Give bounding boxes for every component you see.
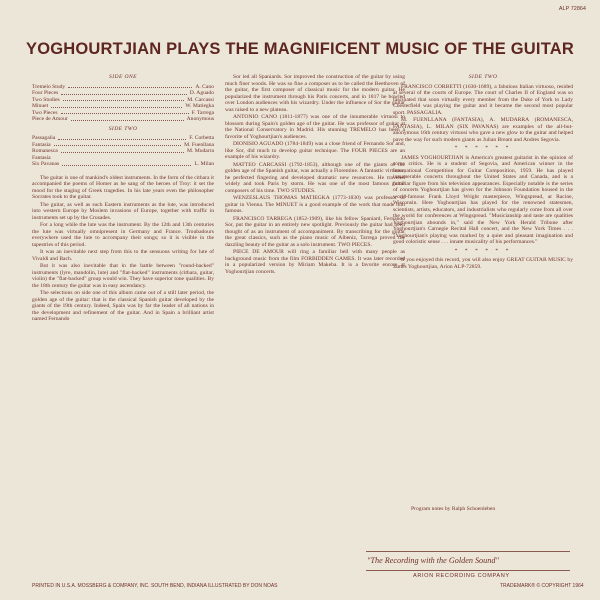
leader-dots <box>61 148 184 153</box>
leader-dots <box>71 116 184 121</box>
composer-name: D. Aguado <box>189 90 214 96</box>
piece-title: Fantasia <box>32 154 51 161</box>
leader-dots <box>51 103 182 108</box>
piece-title: Six Pavanas <box>32 161 60 167</box>
piece-title: Romanesca <box>32 148 58 154</box>
paragraph: DIONISIO AGUADO (1784-1849) was a close friend of Fernando Sor and, like Sor, did much to develop guitar technique. The FOUR PIECES are an example of his wizardry. <box>225 141 405 160</box>
paragraph: The selections on side one of this album came out of a still later period, the golden age of the guitar: that is the classical Spanish guitar developed by the giants of the 19th century. Indeed, Spain was by far the leader of all nations in the development and refinement of the guitar. And in Spain a brilliant artist named Fernando <box>32 290 214 322</box>
paragraph: FRANCISCO TARREGA (1852-1909), like his fellow Spaniard, Fernando Sor, put the guitar in an entirely new spotlight. Previously the guitar had been thought of as an instrument of accompaniment. By transcribing for the guitar the great classics, such as the piano music of Albeniz, Tarrega proved the dazzling beauty of the guitar as a solo instrument. TWO PIECES. <box>225 215 405 248</box>
side-two-heading: SIDE TWO <box>108 125 138 132</box>
composer-name: A. Cano <box>195 83 214 90</box>
leader-dots <box>62 161 191 166</box>
leader-dots <box>63 97 185 102</box>
trademark-notice: TRADEMARK® © COPYRIGHT 1964 <box>500 583 584 589</box>
paragraph: If you enjoyed this record, you will also enjoy GREAT GUITAR MUSIC by James Yoghourtjian, Arion ALP-72859. <box>393 257 573 270</box>
paragraph: JAMES YOGHOURTJIAN is America's greatest guitarist in the opinion of some critics. He is a student of Segovia, and American winner in the International Competition for Guitar Composition, 1959. He has played innumerable concerts throughout the United States and Canada, and is a familiar figure from his television appearances. Especially notable is the series of concerts Yoghourtjian has given for the Johnson Foundation housed in the world-famous Frank Lloyd Wright masterpiece, Wingspread, at Racine, Wisconsin. Here Yoghourtjian has played for the renowned statesmen, scientists, artists, educators, and industrialists who regularly come from all over the world for conferences at Wingspread. "Musicianship and taste are qualities Yoghourtjian abounds in," said the New York Herald Tribune after Yoghourtjian's Carnegie Recital Hall concert, and the New York Times . . . "Yoghourtjian's playing was marked by a quiet and pleasant imagination and good coloristic sense . . . innate musicality of his performances." <box>393 154 573 245</box>
leader-dots <box>68 84 192 89</box>
program-entry <box>32 116 214 123</box>
record-company: ARION RECORDING COMPANY <box>413 573 510 579</box>
star-separator: * * * * * * <box>454 247 512 254</box>
printer-credit: PRINTED IN U.S.A. MOSSBERG & COMPANY, INC. SOUTH BEND, INDIANA ILLUSTRATED BY DON NOAS <box>32 583 278 589</box>
piece-title: Two Pieces <box>32 109 58 116</box>
paragraph: MATTEO CARCASSI (1792-1853), although one of the giants of the golden age of the Spanish guitar, was actually a Florentine. A fantastic virtuoso, he perfected fingering and developed dramatic new resources. He traveled widely and took Paris by storm. He was one of the most famous guitar composers of his time. TWO STUDIES. <box>225 161 405 194</box>
composer-name: F. Corbetta <box>189 135 214 141</box>
tagline-rule-bottom <box>366 570 570 571</box>
piece-title: Tremelo Study <box>32 83 66 90</box>
column-three <box>393 74 573 271</box>
tagline: "The Recording with the Golden Sound" <box>367 556 499 565</box>
composer-name: L. Milan <box>194 161 214 167</box>
composer-name: F. Tarrega <box>191 109 214 116</box>
side-two-program-list <box>32 135 214 168</box>
paragraph: WENZESLAUS THOMAS MATIEGKA (1773-1830) was professor of guitar in Vienna. The MINUET is a good example of the work that made him famous. <box>225 195 405 214</box>
paragraph: ANTONIO CANO (1811-1877) was one of the innumerable virtuosi to blossom during Spain's golden age of the guitar. He was professor of guitar at the National Conservatory in Madrid. His stunning TREMELO has been a favorite of Yoghourtjian's audiences. <box>225 114 405 140</box>
tagline-rule-top <box>366 551 570 552</box>
program-notes-credit: Program notes by Ralph Schoenleben <box>411 506 496 512</box>
composer-name: M. Carcassi <box>187 96 214 103</box>
column-two <box>225 74 405 276</box>
paragraph: But it was also inevitable that in the battle between "round-backed" instruments (lyre, mandolin, lute) and "flat-backed" instruments (cithara, guitar, violin) the "flat-backed" group would win. They have superior tone qualities. By the 18th century the guitar was in easy ascendancy. <box>32 263 214 289</box>
catalog-number: ALP 72864 <box>558 6 586 12</box>
leader-dots <box>58 135 186 140</box>
composer-name: W. Matiegka <box>185 103 214 109</box>
album-title: YOGHOURTJIAN PLAYS THE MAGNIFICENT MUSIC OF THE GUITAR <box>26 40 574 58</box>
column-one <box>32 74 214 324</box>
col3-side-two-heading: SIDE TWO <box>468 74 498 80</box>
paragraph: The guitar is one of mankind's oldest instruments. In the form of the cithara it accompanied the poems of Homer as he sang of the heroes of Troy: it set the mood for the staging of Greek tragedies. In his late years even the philosopher Socrates took to the guitar. <box>32 174 214 200</box>
paragraph: FRANCISCO CORBETTI (1630-1689), a fabulous Italian virtuoso, resided at several of the courts of Europe. The court of Charles II of England was so fascinated that soon virtually every member from the Duke of York to Lady Chesterfield was playing the guitar and it became the second most popular sport. PASSAGALIA. <box>393 83 573 116</box>
composer-name: Anonymous <box>186 116 214 122</box>
star-separator: * * * * * * <box>454 145 512 151</box>
piece-title: Four Pieces <box>32 90 59 96</box>
composer-name: M. Fuenllana <box>184 141 214 148</box>
composer-name: M. Mudarra <box>186 148 214 154</box>
paragraph: PIECE DE AMOUR will ring a familiar bell with many people as background music from the film FORBIDDEN GAMES. It was later recorded in a popularized version by Miriam Makeba. It is a favorite encore at Yoghourtjian concerts. <box>225 249 405 275</box>
side-one-heading: SIDE ONE <box>109 74 137 80</box>
paragraph: Sor led all Spaniards. Sor improved the construction of the guitar by using much finer woods. He was so fine a composer as to be called the Beethoven of the guitar, the first composer of classical music for the modern guitar. He popularized the instrument through his Paris concerts, and in 1817 he bowled over London audiences with his wizardry. Under the influence of Sor the guitar was raised to a new plateau. <box>225 74 405 113</box>
paragraph: M. FUENLLANA (FANTASIA), A. MUDARRA (ROMANESCA, FANTASIA), L. MILAN (SIX PAVANAS) are examples of the all-but-anonymous 16th century virtuosi who gave a new glow to the guitar and helped pave the way for such modern giants as Julian Bream and Andres Segovia. <box>393 117 573 143</box>
piece-title: Passagalia <box>32 135 56 141</box>
history-text <box>32 175 214 323</box>
side-one-program-list <box>32 84 214 123</box>
leader-dots <box>54 142 182 147</box>
leader-dots <box>61 110 189 115</box>
leader-dots <box>61 90 186 95</box>
artist-notes-text <box>393 84 573 271</box>
paragraph: The guitar, as well as such Eastern instruments as the lute, was introduced into western Europe by Moslem invasions of Europe, together with traffic in instruments set up by the Crusades. <box>32 201 214 221</box>
composer-notes-text <box>225 74 405 275</box>
piece-title: Piece de Amour <box>32 116 68 122</box>
piece-title: Minuet <box>32 103 49 109</box>
piece-title: Fantasia <box>32 141 51 148</box>
paragraph: It was an inevitable next step from this to the sensuous writing for lute of Vivaldi and Bach. <box>32 249 214 262</box>
paragraph: For a long while the lute was the instrument. By the 12th and 13th centuries the lute was virtually omnipresent in Germany and France. Troubadours everywhere used the lute to accompany their songs; so it is visible in the tapestries of this period. <box>32 222 214 248</box>
piece-title: Two Studies <box>32 96 60 103</box>
